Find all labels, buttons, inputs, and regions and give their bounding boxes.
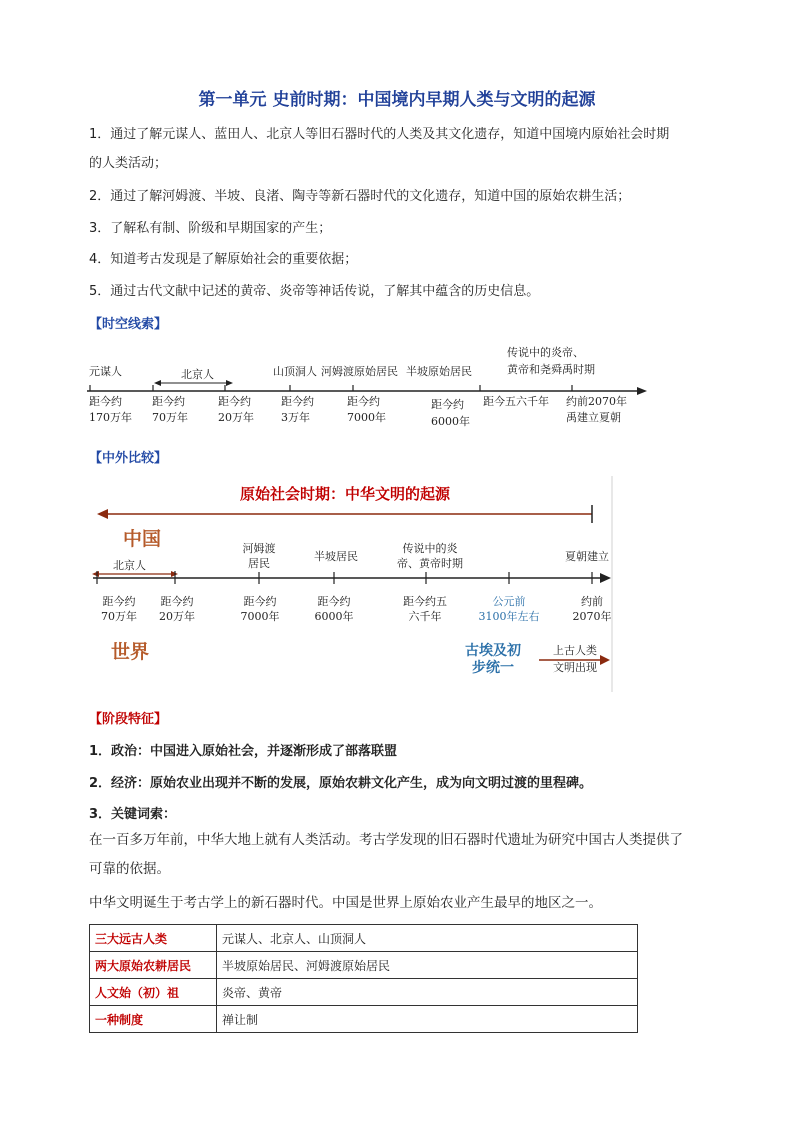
stage-economy: 2．经济：原始农业出现并不断的发展，原始农耕文化产生，成为向文明过渡的里程碑。 (89, 776, 593, 791)
table-value: 炎帝、黄帝 (217, 979, 638, 1006)
d2-2a: 距今约 (243, 595, 277, 608)
label-legend-2: 黄帝和尧舜禹时期 (507, 363, 595, 376)
d2-1b: 20万年 (159, 610, 195, 623)
d2-3a: 距今约 (317, 595, 351, 608)
d2-3b: 6000年 (314, 610, 354, 623)
table-key: 两大原始农耕居民 (90, 952, 217, 979)
paragraph-1b: 可靠的依据。 (89, 861, 170, 877)
table-key: 人文始（初）祖 (90, 979, 217, 1006)
d2-5a: 公元前 (492, 595, 526, 608)
keyword-table (89, 924, 638, 1033)
date-2b: 20万年 (218, 411, 254, 424)
date-6a: 距今五六千年 (483, 395, 549, 408)
section-compare-heading: 【中外比较】 (89, 451, 168, 466)
ancient-arrowhead (600, 655, 610, 665)
date-4a: 距今约 (347, 395, 380, 408)
egypt-label-1: 古埃及初 (465, 643, 521, 659)
table-row (90, 979, 638, 1006)
timeline-2 (89, 474, 619, 696)
objective-3: 3．了解私有制、阶级和早期国家的产生； (89, 221, 332, 236)
stage-keywords: 3．关键词索： (89, 807, 177, 822)
date-0b: 170万年 (89, 411, 132, 424)
table-row (90, 952, 638, 979)
date-7b: 禹建立夏朝 (566, 411, 621, 424)
date-1b: 70万年 (152, 411, 188, 424)
d2-0a: 距今约 (102, 595, 136, 608)
section-stage-heading: 【阶段特征】 (89, 712, 168, 727)
banner-text: 原始社会时期：中华文明的起源 (239, 485, 451, 503)
date-5a: 距今约 (431, 398, 464, 411)
objective-5: 5．通过古代文献中记述的黄帝、炎帝等神话传说，了解其中蕴含的历史信息。 (89, 284, 540, 299)
table-value: 元谋人、北京人、山顶洞人 (217, 925, 638, 952)
date-3b: 3万年 (281, 411, 310, 424)
label-yuanmou: 元谋人 (89, 365, 122, 378)
table-key: 一种制度 (90, 1006, 217, 1033)
stage-politics: 1．政治：中国进入原始社会，并逐渐形成了部落联盟 (89, 744, 398, 759)
label-shandingdong: 山顶洞人 (273, 365, 317, 378)
date-7a: 约前2070年 (566, 395, 627, 408)
date-1a: 距今约 (152, 395, 185, 408)
date-4b: 7000年 (347, 411, 386, 424)
date-2a: 距今约 (218, 395, 251, 408)
d2-6b: 2070年 (572, 610, 612, 623)
d2-4b: 六千年 (408, 610, 442, 623)
table-key: 三大远古人类 (90, 925, 217, 952)
range-arrow-right (226, 380, 233, 386)
label-beijing: 北京人 (181, 368, 214, 381)
paragraph-1a: 在一百多万年前，中华大地上就有人类活动。考古学发现的旧石器时代遗址为研究中国古人类提供了 (89, 832, 683, 848)
objective-1b: 的人类活动； (89, 156, 168, 171)
xia-label: 夏朝建立 (565, 550, 609, 563)
objective-4: 4．知道考古发现是了解原始社会的重要依据； (89, 252, 358, 267)
timeline-1 (85, 338, 655, 433)
page-title: 第一单元 史前时期：中国境内早期人类与文明的起源 (198, 90, 596, 110)
label-hemudu: 河姆渡原始居民 (321, 365, 398, 378)
date-3a: 距今约 (281, 395, 314, 408)
ancient-label-1: 上古人类 (553, 644, 597, 657)
legend-label-1: 传说中的炎 (402, 542, 458, 555)
timeline-1-arrowhead (637, 387, 647, 395)
label-banpo: 半坡原始居民 (406, 365, 472, 378)
label-legend-1: 传说中的炎帝、 (507, 346, 584, 359)
section-timeline-heading: 【时空线索】 (89, 317, 168, 332)
d2-6a: 约前 (581, 595, 603, 608)
china-label: 中国 (123, 528, 162, 550)
objective-2: 2．通过了解河姆渡、半坡、良渚、陶寺等新石器时代的文化遗存，知道中国的原始农耕生活； (89, 189, 631, 204)
legend-label-2: 帝、黄帝时期 (397, 557, 463, 570)
objective-1a: 1．通过了解元谋人、蓝田人、北京人等旧石器时代的人类及其文化遗存，知道中国境内原始社会时期 (89, 127, 670, 142)
table-row (90, 925, 638, 952)
d2-4a: 距今约五 (403, 595, 447, 608)
beijing-label: 北京人 (113, 559, 146, 572)
table-value: 禅让制 (217, 1006, 638, 1033)
d2-0b: 70万年 (101, 610, 137, 623)
table-value: 半坡原始居民、河姆渡原始居民 (217, 952, 638, 979)
paragraph-2: 中华文明诞生于考古学上的新石器时代。中国是世界上原始农业产生最早的地区之一。 (89, 895, 602, 911)
d2-2b: 7000年 (240, 610, 280, 623)
d2-5b: 3100年左右 (478, 610, 540, 623)
date-0a: 距今约 (89, 395, 122, 408)
date-5b: 6000年 (431, 415, 470, 428)
table-row (90, 1006, 638, 1033)
beijing-arrow-left (92, 571, 99, 577)
banpo-label: 半坡居民 (314, 550, 358, 563)
hemudu-label-2: 居民 (248, 557, 270, 570)
timeline-2-arrowhead (600, 573, 611, 583)
hemudu-label-1: 河姆渡 (242, 542, 276, 555)
banner-arrowhead (97, 509, 108, 519)
world-label: 世界 (111, 641, 150, 663)
range-arrow-left (154, 380, 161, 386)
d2-1a: 距今约 (160, 595, 194, 608)
egypt-label-2: 步统一 (472, 660, 514, 676)
ancient-label-2: 文明出现 (553, 661, 597, 674)
